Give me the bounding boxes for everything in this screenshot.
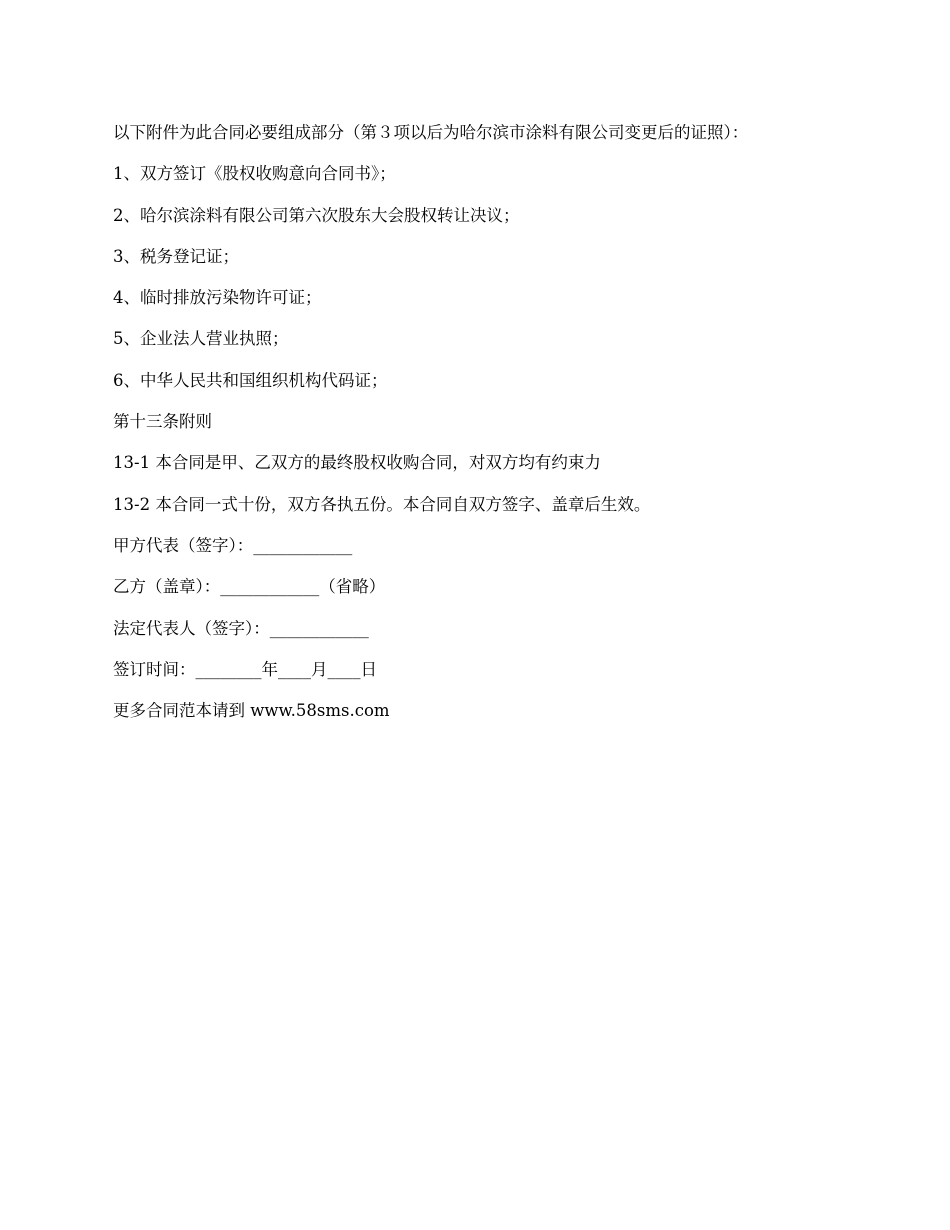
- attachment-item-3: 3、税务登记证；: [113, 246, 239, 266]
- attachments-intro: 以下附件为此合同必要组成部分（第３项以后为哈尔滨市涂料有限公司变更后的证照）：: [113, 123, 749, 142]
- signing-date-line: 签订时间：________年____月____日: [113, 659, 377, 679]
- attachment-item-1: 1、双方签订《股权收购意向合同书》；: [113, 164, 396, 184]
- footer-website-note: 更多合同范本请到 www.58sms.com: [113, 701, 390, 721]
- party-a-signature-line: 甲方代表（签字）：____________: [113, 535, 353, 555]
- attachment-item-5: 5、企业法人营业执照；: [113, 329, 289, 349]
- attachment-item-4: 4、临时排放污染物许可证；: [113, 288, 322, 308]
- legal-representative-signature-line: 法定代表人（签字）：____________: [113, 618, 369, 638]
- attachment-item-6: 6、中华人民共和国组织机构代码证；: [113, 370, 388, 390]
- party-b-seal-line: 乙方（盖章）：____________（省略）: [113, 577, 386, 597]
- clause-13-1: 13-1 本合同是甲、乙双方的最终股权收购合同，对双方均有约束力: [113, 453, 601, 473]
- document-body: [113, 112, 853, 731]
- clause-13-2: 13-2 本合同一式十份，双方各执五份。本合同自双方签字、盖章后生效。: [113, 494, 651, 514]
- attachment-item-2: 2、哈尔滨涂料有限公司第六次股东大会股权转让决议；: [113, 205, 520, 225]
- article-13-heading: 第十三条附则: [113, 412, 212, 432]
